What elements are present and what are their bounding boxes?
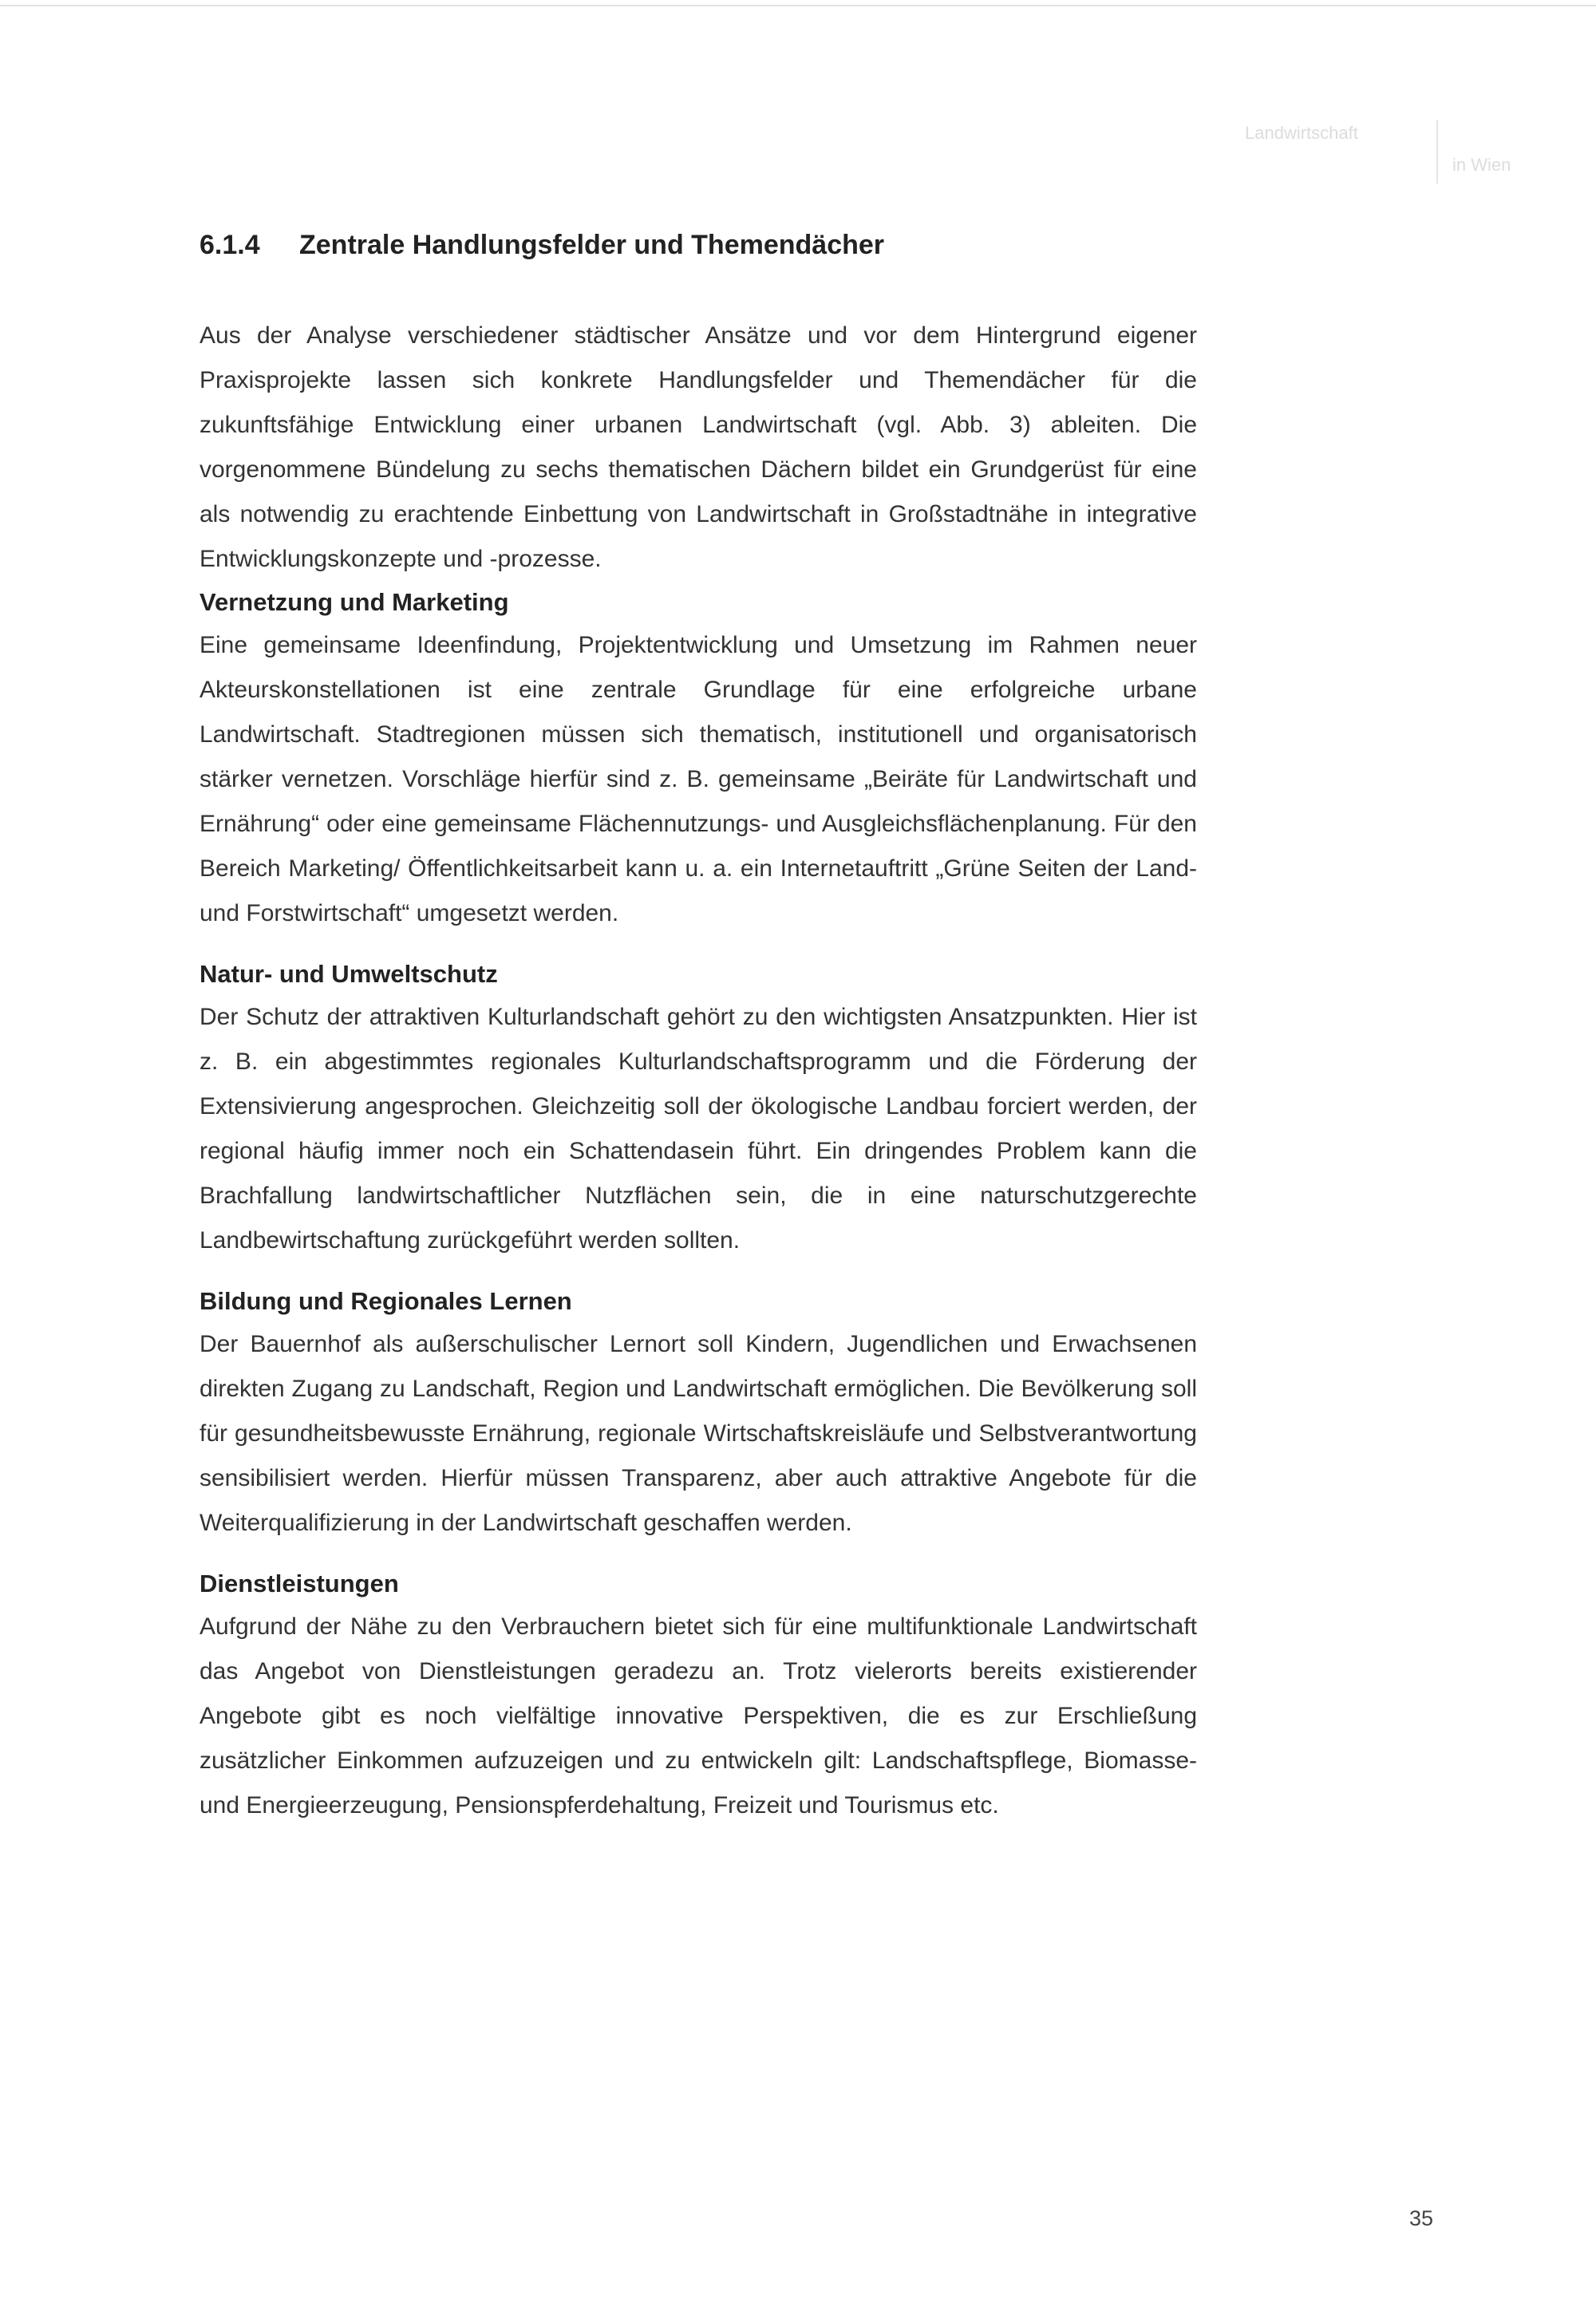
section-title: Zentrale Handlungsfelder und Themendächer xyxy=(299,230,885,260)
top-rule xyxy=(0,5,1596,6)
page-content xyxy=(200,227,1197,1846)
running-header xyxy=(1229,120,1564,184)
running-header-divider xyxy=(1436,120,1438,184)
subsection-naturschutz xyxy=(200,954,1197,1263)
subsection-paragraph: Der Bauernhof als außerschulischer Lernort soll Kindern, Jugendlichen und Erwachsenen direkten Zugang zu Landschaft, Region und Landwirtschaft ermöglichen. Die Bevölkerung soll für gesundheitsbewusste Ernährung, regionale Wirtschaftskreisläufe und Selbstverantwortung sensibilisiert werden. Hierfür müssen Transparenz, aber auch attraktive Angebote für die Weiterqualifizierung in der Landwirtschaft geschaffen werden. xyxy=(200,1331,1197,1536)
subsection-dienstleistungen xyxy=(200,1563,1197,1828)
subsection-heading: Natur- und Umweltschutz xyxy=(200,960,498,988)
section-number: 6.1.4 xyxy=(200,230,260,260)
subsection-bildung xyxy=(200,1281,1197,1546)
subsection-heading: Bildung und Regionales Lernen xyxy=(200,1287,572,1315)
subsection-vernetzung xyxy=(200,582,1197,936)
intro-paragraph: Aus der Analyse verschiedener städtischer Ansätze und vor dem Hintergrund eigener Praxisprojekte lassen sich konkrete Handlungsfelder und Themendächer für die zukunftsfähige Entwicklung einer urbanen Landwirtschaft (vgl. Abb. 3) ableiten. Die vorgenommene Bündelung zu sechs thematischen Dächern bildet ein Grundgerüst für eine als notwendig zu erachtende Einbettung von Landwirtschaft in Großstadtnähe in integrative Entwicklungskonzepte und -prozesse. xyxy=(200,322,1197,572)
subsection-paragraph: Aufgrund der Nähe zu den Verbrauchern bietet sich für eine multifunktionale Landwirtschaft das Angebot von Dienstleistungen geradezu an. Trotz vielerorts bereits existierender Angebote gibt es noch vielfältige innovative Perspektiven, die es zur Erschließung zusätzlicher Einkommen aufzuzeigen und zu entwickeln gilt: Landschaftspflege, Biomasse- und Energieerzeugung, Pensionspferdehaltung, Freizeit und Tourismus etc. xyxy=(200,1613,1197,1819)
running-header-line1: Landwirtschaft xyxy=(1245,123,1358,143)
page-number: 35 xyxy=(1409,2206,1434,2230)
subsection-paragraph: Der Schutz der attraktiven Kulturlandschaft gehört zu den wichtigsten Ansatzpunkten. Hier ist z. B. ein abgestimmtes regionales Kulturlandschaftsprogramm und die Förderung der Extensivierung angesprochen. Gleichzeitig soll der ökologische Landbau forciert werden, der regional häufig immer noch ein Schattendasein führt. Ein dringendes Problem kann die Brachfallung landwirtschaftlicher Nutzflächen sein, die in eine naturschutzgerechte Landbewirtschaftung zurückgeführt werden sollten. xyxy=(200,1004,1197,1254)
running-header-line2: in Wien xyxy=(1452,155,1511,175)
subsection-heading: Dienstleistungen xyxy=(200,1570,399,1597)
subsection-heading: Vernetzung und Marketing xyxy=(200,588,509,616)
subsection-paragraph: Eine gemeinsame Ideenfindung, Projektentwicklung und Umsetzung im Rahmen neuer Akteurskonstellationen ist eine zentrale Grundlage für eine erfolgreiche urbane Landwirtschaft. Stadtregionen müssen sich thematisch, institutionell und organisatorisch stärker vernetzen. Vorschläge hierfür sind z. B. gemeinsame „Beiräte für Landwirtschaft und Ernährung“ oder eine gemeinsame Flächennutzungs- und Ausgleichsflächenplanung. Für den Bereich Marketing/ Öffentlichkeitsarbeit kann u. a. ein Internetauftritt „Grüne Seiten der Land- und Forstwirtschaft“ umgesetzt werden. xyxy=(200,632,1197,926)
section-heading xyxy=(200,227,1197,263)
